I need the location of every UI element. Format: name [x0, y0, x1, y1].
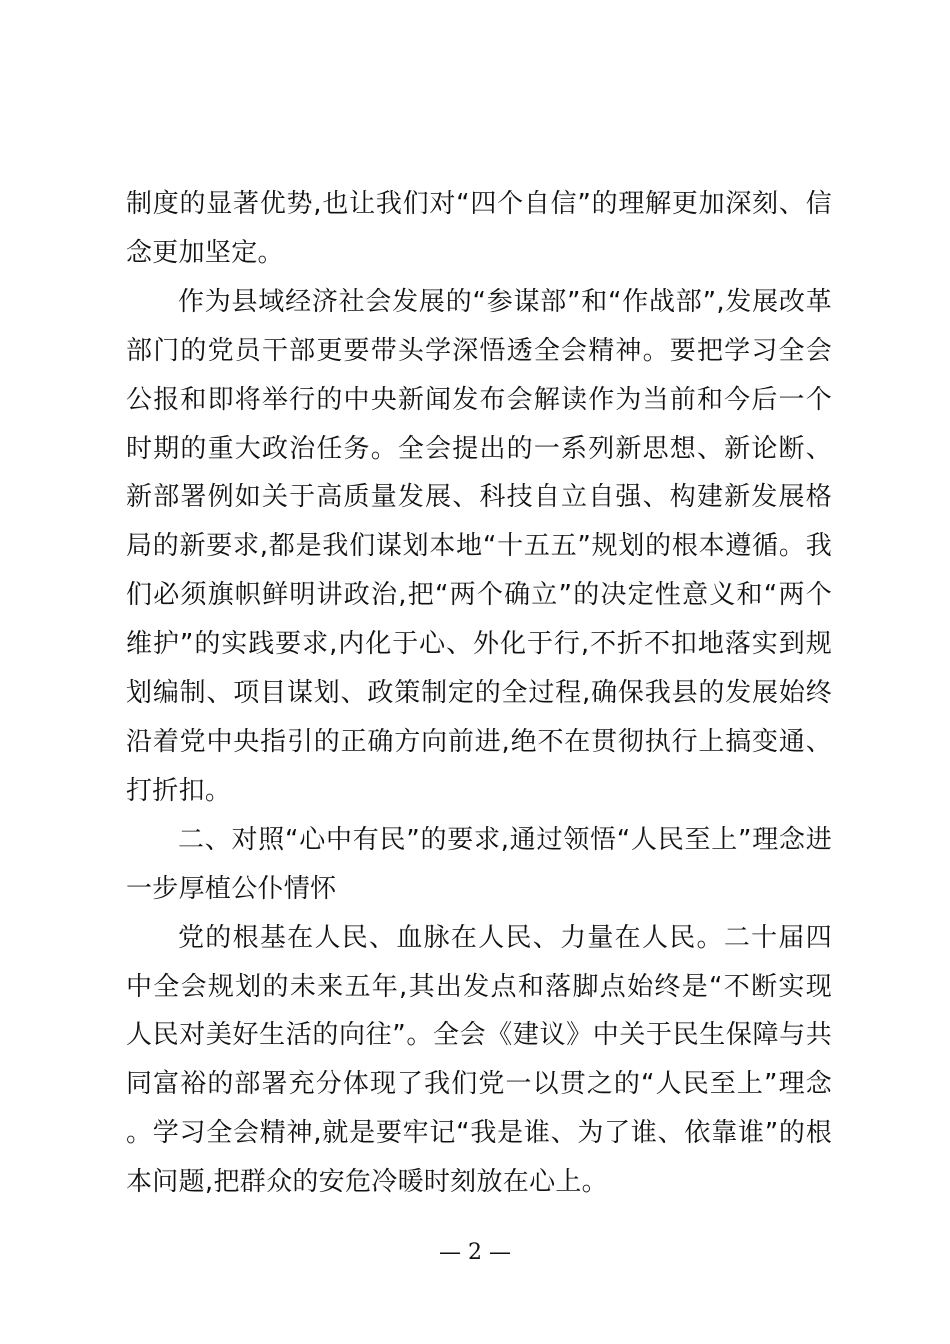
paragraph-continuation: 制度的显著优势,也让我们对“四个自信”的理解更加深刻、信念更加坚定。	[126, 189, 832, 268]
section-heading-two: 二、对照“心中有民”的要求,通过领悟“人民至上”理念进一步厚植公仆情怀	[126, 824, 832, 904]
paragraph-people-first: 党的根基在人民、血脉在人民、力量在人民。二十届四中全会规划的未来五年,其出发点和落脚点始终是“不断实现人民对美好生活的向往”。全会《建议》中关于民生保障与共同富裕的部署充分体现了我们党一以贯之的“人民至上”理念。学习全会精神,就是要牢记“我是谁、为了谁、依靠谁”的根本问题,把群众的安危冷暖时刻放在心上。	[126, 922, 832, 1198]
document-body	[126, 180, 832, 1207]
paragraph-development-reform: 作为县域经济社会发展的“参谋部”和“作战部”,发展改革部门的党员干部更要带头学深悟透全会精神。要把学习全会公报和即将举行的中央新闻发布会解读作为当前和今后一个时期的重大政治任务。全会提出的一系列新思想、新论断、新部署例如关于高质量发展、科技自立自强、构建新发展格局的新要求,都是我们谋划本地“十五五”规划的根本遵循。我们必须旗帜鲜明讲政治,把“两个确立”的决定性意义和“两个维护”的实践要求,内化于心、外化于行,不折不扣地落实到规划编制、项目谋划、政策制定的全过程,确保我县的发展始终沿着党中央指引的正确方向前进,绝不在贯彻执行上搞变通、打折扣。	[126, 286, 832, 806]
page-number: — 2 —	[439, 1240, 511, 1265]
